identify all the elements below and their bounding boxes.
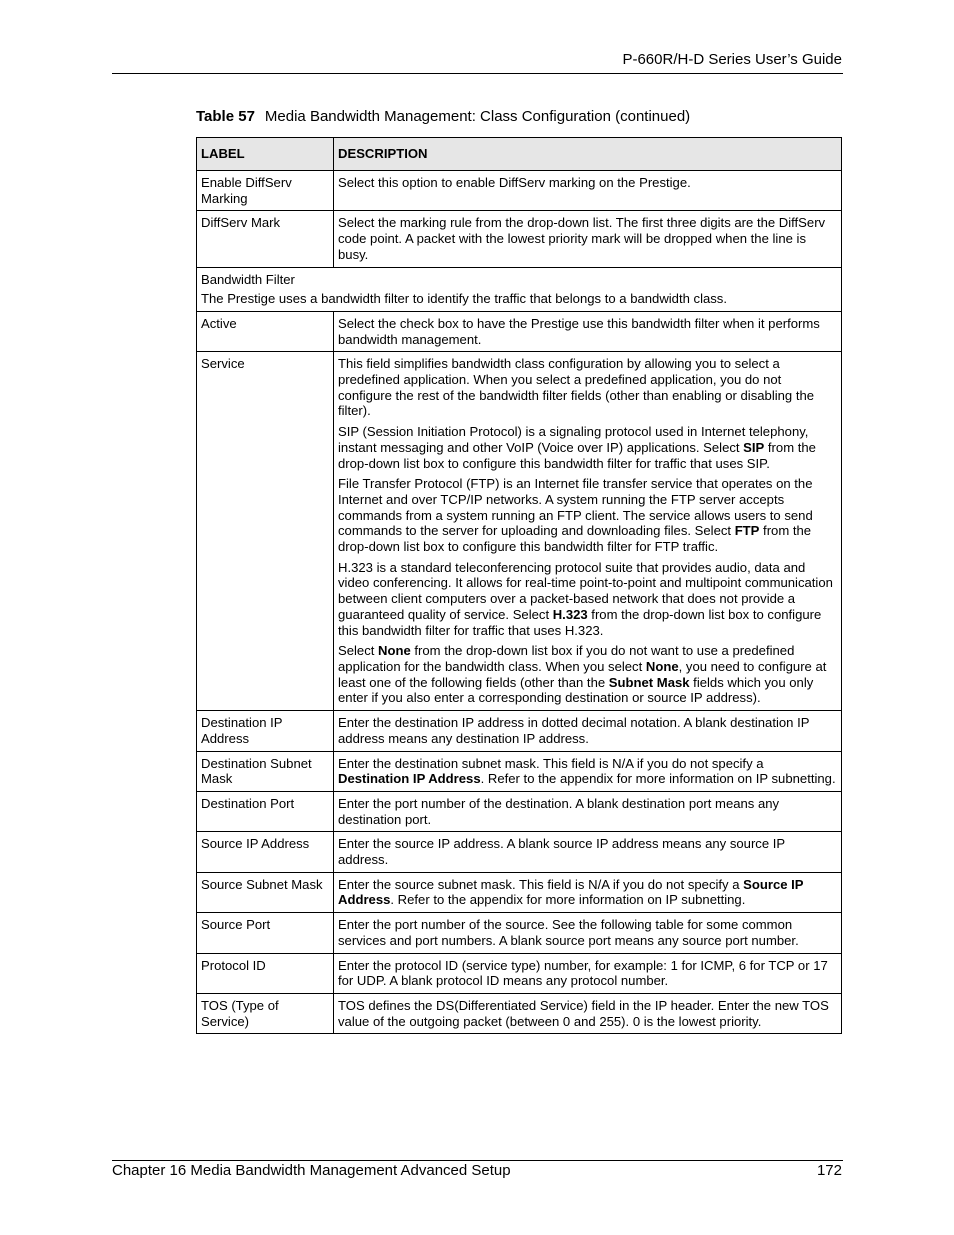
description-paragraph [338,560,837,639]
text-run: . Refer to the appendix for more information on IP subnetting. [390,892,746,908]
table-row [197,832,842,872]
text-run: . Refer to the appendix for more information on IP subnetting. [480,771,836,787]
table-caption [196,108,690,125]
text-run: This field simplifies bandwidth class configuration by allowing you to select a predefined application. When you select a predefined application, you do not configure the rest of the bandwidth filter fields (other than enabling or disabling the filter). [338,356,815,419]
label-cell: DiffServ Mark [197,211,334,267]
table-row [197,953,842,993]
bold-term: SIP [743,439,765,455]
section-cell [197,267,842,311]
description-paragraph [338,958,837,989]
label-cell: Destination Subnet Mask [197,751,334,791]
text-run: Enter the destination subnet mask. This field is N/A if you do not specify a [338,755,764,771]
description-cell [334,832,842,872]
footer-page-number: 172 [816,1162,842,1179]
description-cell [334,352,842,711]
text-run: Select this option to enable DiffServ marking on the Prestige. [338,175,691,190]
table-header-row [197,138,842,171]
description-paragraph [338,215,837,262]
description-paragraph [338,877,837,908]
description-table [196,137,842,1034]
bold-term: Source IP Address [338,876,804,908]
bold-term: None [378,643,411,659]
text-run: Enter the source subnet mask. This field is N/A if you do not specify a [338,876,744,892]
bold-term: Destination IP Address [338,771,481,787]
description-cell [334,953,842,993]
table-row [197,311,842,351]
table-row [197,913,842,953]
text-run: from the drop-down list box if you do not want to use a predefined application for the bandwidth class. When you select [338,643,795,674]
text-run: TOS defines the DS(Differentiated Service) field in the IP header. Enter the new TOS value of the outgoing packet (between 0 and 255). 0 is the lowest priority. [338,997,829,1029]
text-run: Enter the port number of the source. See the following table for some common services and port numbers. A blank source port means any source port number. [338,917,799,948]
text-run: Select [338,643,379,659]
description-cell [334,311,842,351]
label-cell: Service [197,352,334,711]
text-run: Enter the destination IP address in dotted decimal notation. A blank destination IP address means any destination IP address. [338,715,810,746]
section-text: The Prestige uses a bandwidth filter to identify the traffic that belongs to a bandwidth class. [201,291,727,307]
table-row [197,211,842,267]
table-row [197,711,842,751]
table-row [197,791,842,831]
footer-rule [112,1160,843,1161]
table-body [197,171,842,1034]
description-paragraph [338,424,837,471]
description-cell [334,872,842,912]
description-paragraph [338,643,837,706]
description-paragraph [338,476,837,555]
footer-chapter: Chapter 16 Media Bandwidth Management Advanced Setup [112,1162,511,1179]
description-paragraph [338,836,837,867]
label-cell: Destination IP Address [197,711,334,751]
label-cell: Protocol ID [197,953,334,993]
header-title: P-660R/H-D Series User’s Guide [622,51,842,68]
description-paragraph [338,715,837,746]
text-run: SIP (Session Initiation Protocol) is a signaling protocol used in Internet telephony, instant messaging and other VoIP (Voice over IP) applications. Select [338,424,809,455]
column-header-label: LABEL [197,138,334,171]
description-cell [334,211,842,267]
label-cell: Source Port [197,913,334,953]
bold-term: Subnet Mask [608,674,690,690]
table-row [197,872,842,912]
description-paragraph [338,998,837,1029]
label-cell: Active [197,311,334,351]
description-cell [334,711,842,751]
table-number: Table 57 [196,108,255,125]
bold-term: H.323 [552,606,588,622]
description-paragraph [338,796,837,827]
label-cell: Source IP Address [197,832,334,872]
section-title: Bandwidth Filter [201,271,295,287]
text-run: from the drop-down list box to configure this bandwidth filter for traffic that uses SIP. [338,439,816,471]
table-title: Media Bandwidth Management: Class Configuration (continued) [264,108,691,125]
description-cell [334,751,842,791]
column-header-description: DESCRIPTION [334,138,842,171]
table-row [197,352,842,711]
text-run: from the drop-down list box to configure this bandwidth filter for FTP traffic. [338,523,812,555]
label-cell: TOS (Type of Service) [197,993,334,1033]
label-cell: Enable DiffServ Marking [197,171,334,211]
bold-term: FTP [734,523,760,539]
table-row [197,993,842,1033]
description-cell [334,171,842,211]
bold-term: None [645,658,679,674]
text-run: Select the marking rule from the drop-down list. The first three digits are the DiffServ code point. A packet with the lowest priority mark will be dropped when the line is busy. [338,215,826,262]
text-run: File Transfer Protocol (FTP) is an Internet file transfer service that operates on the Internet and over TCP/IP networks. A system running the FTP server accepts commands from a system running an FTP client. The service allows users to send commands to the server for uploading and downloading files. Select [338,476,813,539]
section-row [197,267,842,311]
text-run: fields which you only enter if you also enter a corresponding destination or source IP address). [338,674,814,706]
text-run: Enter the port number of the destination. A blank destination port means any destination port. [338,795,780,827]
description-paragraph [338,175,837,191]
table-row [197,751,842,791]
text-run: Select the check box to have the Prestige use this bandwidth filter when it performs bandwidth management. [338,315,820,347]
label-cell: Source Subnet Mask [197,872,334,912]
description-paragraph [338,756,837,787]
description-cell [334,993,842,1033]
text-run: from the drop-down list box to configure this bandwidth filter for traffic that uses H.323. [338,606,822,638]
description-cell [334,913,842,953]
table-row [197,171,842,211]
text-run: Enter the source IP address. A blank source IP address means any source IP address. [338,836,785,868]
label-cell: Destination Port [197,791,334,831]
description-paragraph [338,356,837,419]
description-paragraph [338,917,837,948]
description-cell [334,791,842,831]
text-run: , you need to configure at least one of the following fields (other than the [338,658,827,690]
header-rule [112,73,843,74]
description-paragraph [338,316,837,347]
text-run: Enter the protocol ID (service type) number, for example: 1 for ICMP, 6 for TCP or 17 for UDP. A blank protocol ID means any protocol number. [338,957,828,989]
text-run: H.323 is a standard teleconferencing protocol suite that provides audio, data and video conferencing. It allows for real-time point-to-point and multipoint communication between client computers over a packet-based network that does not provide a guaranteed quality of service. Select [338,559,833,622]
